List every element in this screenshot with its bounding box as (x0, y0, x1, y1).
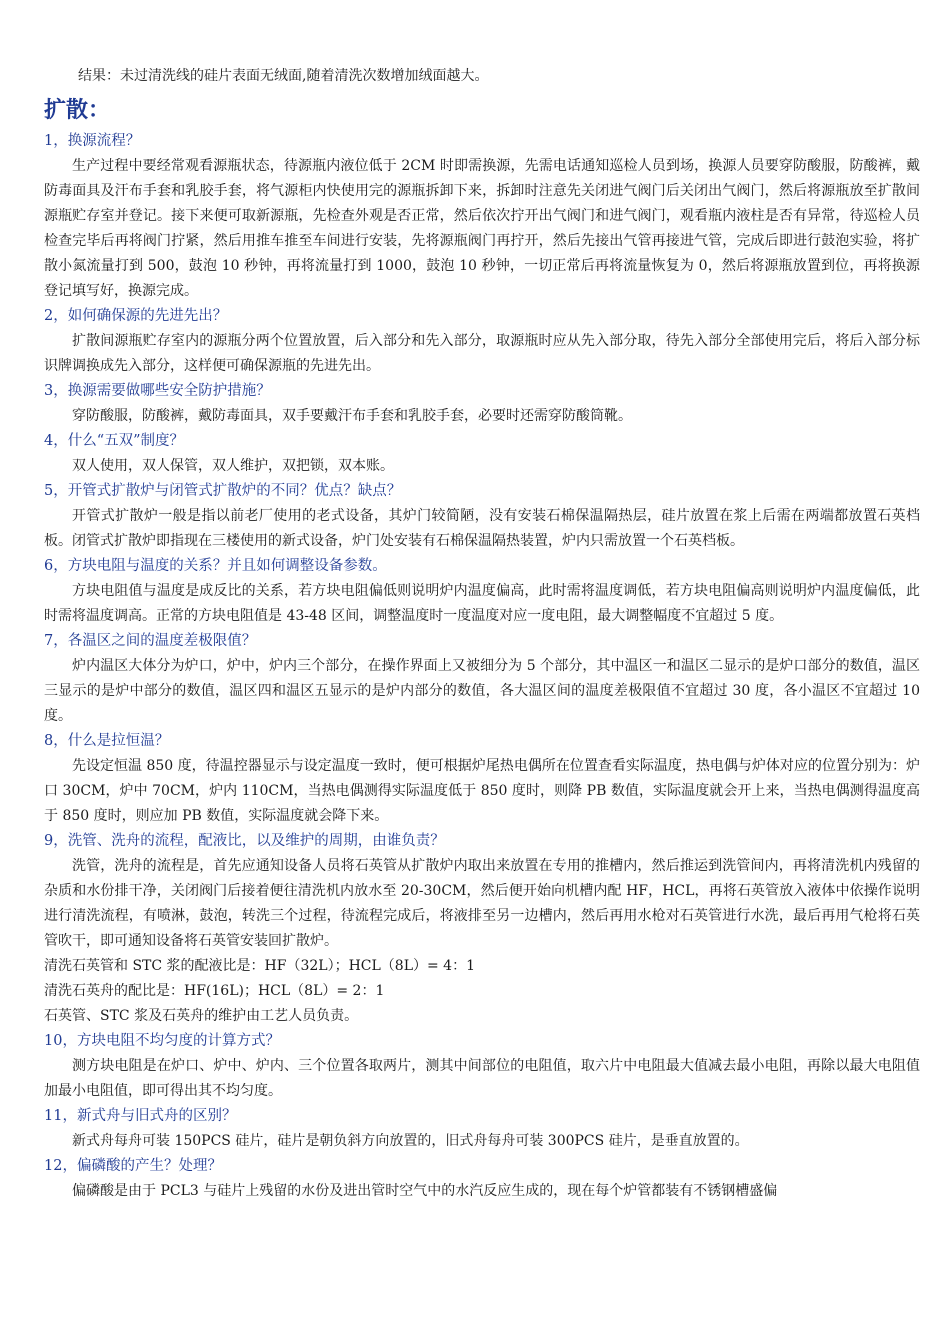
answer-line: 石英管、STC 浆及石英舟的维护由工艺人员负责。 (44, 1008, 359, 1024)
qa-item (44, 479, 920, 554)
answer-paragraph: 开管式扩散炉一般是指以前老厂使用的老式设备，其炉门较简陋，没有安装石棉保温隔热层，硅片放置在浆上后需在两端都放置石英档板。闭管式扩散炉即指现在三楼使用的新式设备，炉门处安装有石棉保温隔热装置，炉内只需放置一个石英档板。 (44, 508, 920, 549)
answer-line: 清洗石英管和 STC 浆的配液比是：HF（32L）；HCL（8L）= 4：1 (44, 958, 475, 974)
question-heading: 12，偏磷酸的产生？处理？ (44, 1158, 222, 1174)
question-heading: 8，什么是拉恒温？ (44, 733, 170, 749)
answer-paragraph: 生产过程中要经常观看源瓶状态，待源瓶内液位低于 2CM 时即需换源，先需电话通知巡检人员到场，换源人员要穿防酸服，防酸裤，戴防毒面具及汗布手套和乳胶手套，将气源柜内快使用完的源瓶拆卸下来，拆卸时注意先关闭进气阀门后关闭出气阀门，然后将源瓶放至扩散间源瓶贮存室并登记。接下来便可取新源瓶，先检查外观是否正常，然后依次拧开出气阀门和进气阀门，观看瓶内液柱是否有异常，待巡检人员检查完毕后再将阀门拧紧，然后用推车推至车间进行安装，先将源瓶阀门再拧开，然后先接出气管再接进气管，完成后即进行鼓泡实验，将扩散小氮流量打到 500，鼓泡 10 秒钟，再将流量打到 1000，鼓泡 10 秒钟，一切正常后再将流量恢复为 0，然后将源瓶放置到位，再将换源登记填写好，换源完成。 (44, 158, 920, 299)
answer-paragraph: 扩散间源瓶贮存室内的源瓶分两个位置放置，后入部分和先入部分，取源瓶时应从先入部分取，待先入部分全部使用完后，将后入部分标识牌调换成先入部分，这样便可确保源瓶的先进先出。 (44, 333, 920, 374)
qa-item (44, 729, 920, 829)
qa-item (44, 829, 920, 1029)
answer-paragraph: 方块电阻值与温度是成反比的关系，若方块电阻偏低则说明炉内温度偏高，此时需将温度调低，若方块电阻偏高则说明炉内温度偏低，此时需将温度调高。正常的方块电阻值是 43-48 区间，调整温度时一度温度对应一度电阻，最大调整幅度不宜超过 5 度。 (44, 583, 920, 624)
document-page (44, 64, 920, 1204)
section-title: 扩散： (44, 97, 111, 123)
question-heading: 6，方块电阻与温度的关系？并且如何调整设备参数。 (44, 558, 387, 574)
qa-item (44, 304, 920, 379)
question-heading: 2，如何确保源的先进先出？ (44, 308, 228, 324)
question-heading: 9，洗管、洗舟的流程，配液比，以及维护的周期，由谁负责？ (44, 833, 445, 849)
question-heading: 10，方块电阻不均匀度的计算方式？ (44, 1033, 280, 1049)
qa-item (44, 1154, 920, 1204)
question-heading: 11，新式舟与旧式舟的区别？ (44, 1108, 237, 1124)
answer-paragraph: 新式舟每舟可装 150PCS 硅片，硅片是朝负斜方向放置的，旧式舟每舟可装 300PCS 硅片，是垂直放置的。 (72, 1133, 749, 1149)
question-heading: 7，各温区之间的温度差极限值？ (44, 633, 257, 649)
qa-item (44, 1104, 920, 1154)
answer-paragraph: 先设定恒温 850 度，待温控器显示与设定温度一致时，便可根据炉尾热电偶所在位置查看实际温度，热电偶与炉体对应的位置分别为：炉口 30CM，炉中 70CM，炉内 110CM，当热电偶测得实际温度低于 850 度时，则降 PB 数值，实际温度就会开上来，当热电偶测得温度高于 850 度时，则应加 PB 数值，实际温度就会降下来。 (44, 758, 920, 824)
intro-result-text: 结果：未过清洗线的硅片表面无绒面,随着清洗次数增加绒面越大。 (78, 68, 489, 84)
answer-paragraph: 穿防酸服，防酸裤，戴防毒面具，双手要戴汗布手套和乳胶手套，必要时还需穿防酸筒靴。 (72, 408, 632, 424)
answer-paragraph: 双人使用，双人保管，双人维护，双把锁，双本账。 (72, 458, 394, 474)
question-heading: 5，开管式扩散炉与闭管式扩散炉的不同？优点？缺点？ (44, 483, 402, 499)
question-heading: 1，换源流程？ (44, 133, 141, 149)
qa-item (44, 554, 920, 629)
qa-item (44, 629, 920, 729)
answer-paragraph: 偏磷酸是由于 PCL3 与硅片上残留的水份及进出管时空气中的水汽反应生成的，现在每个炉管都装有不锈钢槽盛偏 (72, 1183, 778, 1199)
answer-paragraph: 测方块电阻是在炉口、炉中、炉内、三个位置各取两片，测其中间部位的电阻值，取六片中电阻最大值减去最小电阻，再除以最大电阻值加最小电阻值，即可得出其不均匀度。 (44, 1058, 920, 1099)
qa-item (44, 1029, 920, 1104)
answer-paragraph: 洗管，洗舟的流程是，首先应通知设备人员将石英管从扩散炉内取出来放置在专用的推槽内，然后推运到洗管间内，再将清洗机内残留的杂质和水份排干净，关闭阀门后接着便往清洗机内放水至 20-30CM，然后便开始向机槽内配 HF，HCL，再将石英管放入液体中依操作说明进行清洗流程，有喷淋，鼓泡，转洗三个过程，待流程完成后，将液排至另一边槽内，然后再用水枪对石英管进行水洗，最后再用气枪将石英管吹干，即可通知设备将石英管安装回扩散炉。 (44, 858, 920, 949)
qa-item (44, 379, 920, 429)
qa-item (44, 129, 920, 304)
qa-list (44, 129, 920, 1204)
qa-item (44, 429, 920, 479)
answer-line: 清洗石英舟的配比是：HF(16L)；HCL（8L）= 2：1 (44, 983, 385, 999)
question-heading: 4，什么“五双”制度？ (44, 433, 185, 449)
answer-paragraph: 炉内温区大体分为炉口，炉中，炉内三个部分，在操作界面上又被细分为 5 个部分，其中温区一和温区二显示的是炉口部分的数值，温区三显示的是炉中部分的数值，温区四和温区五显示的是炉内部分的数值，各大温区间的温度差极限值不宜超过 30 度，各小温区不宜超过 10 度。 (44, 658, 920, 724)
question-heading: 3，换源需要做哪些安全防护措施？ (44, 383, 271, 399)
